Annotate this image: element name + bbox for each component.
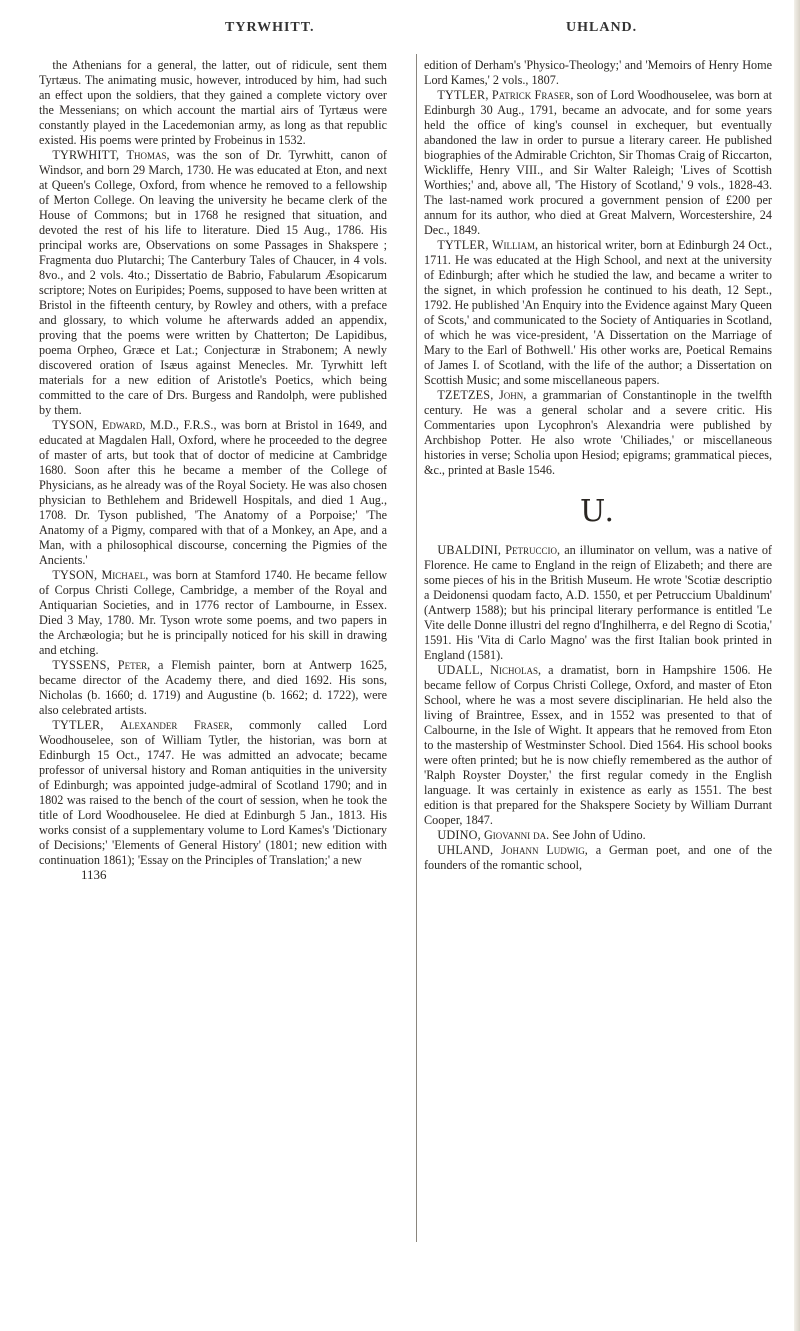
entry-paragraph [39, 148, 387, 418]
section-letter: U. [579, 494, 617, 529]
entry-forename: Edward, [101, 418, 146, 432]
running-head-right: UHLAND. [566, 20, 638, 35]
entry-forename: Nicholas, [490, 663, 541, 677]
entry-headword: UBALDINI, [437, 543, 502, 557]
entry-headword: TYSON, [52, 418, 98, 432]
page-number: 1136 [81, 867, 107, 882]
column-divider [416, 54, 417, 1242]
left-entries [39, 58, 387, 868]
entry-forename: Giovanni da. [483, 828, 550, 842]
entry-paragraph [39, 568, 387, 658]
left-column [39, 58, 387, 882]
entry-text: See John of Udino. [549, 828, 646, 842]
entry-text: a Flemish painter, born at Antwerp 1625, became director of the Academy there, and died 1692. His sons, Nicholas (b. 1660; d. 1719) and Augustine (b. 1662; d. 1722), were also celebrated artists. [39, 658, 388, 717]
entry-text: edition of Derham's 'Physico-Theology;' and 'Memoirs of Henry Home Lord Kames,' 2 vols., 1807. [424, 58, 772, 87]
entry-forename: John, [499, 388, 527, 402]
entry-paragraph [424, 58, 772, 88]
page-edge [794, 0, 800, 1331]
entry-text: an historical writer, born at Edinburgh 24 Oct., 1711. He was educated at the High School, and next at the university of Edinburgh; after which he studied the law, and became a writer to the signet, in which profession he continued to his death, 12 Sept., 1792. He published 'An Enquiry into the Evidence against Mary Queen of Scots,' and communicated to the Society of Antiquaries in Scotland, of which he was vice-president, 'A Dissertation on the Marriage of Mary to the Earl of Bothwell.' His other works are, Poetical Remains of James I. of Scotland, with the life of the author; a Dissertation on Scottish Music; and some miscellaneous papers. [424, 238, 772, 387]
entry-headword: TYTLER, [52, 718, 104, 732]
entry-forename: Thomas, [126, 148, 170, 162]
entry-paragraph [424, 388, 772, 478]
entry-forename: Johann Ludwig, [501, 843, 588, 857]
entry-text: a grammarian of Constantinople in the twelfth century. He was a general scholar and a severe critic. His Commentaries upon Lycophron's Alexandria were published by Archbishop Potter. He also wrote 'Chiliades,' or miscellaneous histories in verse; Scholia upon Hesiod; epigrams; grammatical pieces, &c., printed at Basle 1546. [424, 388, 772, 477]
entry-paragraph [424, 843, 772, 873]
entry-paragraph [424, 238, 772, 388]
entry-paragraph [39, 658, 387, 718]
entry-headword: TYSON, [52, 568, 98, 582]
entry-text: a dramatist, born in Hampshire 1506. He became fellow of Corpus Christi College, Oxford, and master of Eton School, where he was a most severe disciplinarian. He held also the living of Braintree, Essex, and in 1552 was presented to that of Calbourne, in the Isle of Wight. It appears that he removed from Eton to the mastership of Westminster School. Died 1564. His school books were often printed; but he is now chiefly remembered as the author of 'Ralph Royster Doyster,' the first regular comedy in the English language. It was certainly in existence as early as 1551. The best edition is that prepared for the Shakspere Society by William Durrant Cooper, 1847. [424, 663, 772, 827]
entry-forename: Petruccio, [505, 543, 561, 557]
right-entries-t [424, 58, 772, 478]
entry-text: M.D., F.R.S., was born at Bristol in 1649, and educated at Magdalen Hall, Oxford, where he proceeded to the degree of master of arts, but took that of doctor of medicine at Cambridge 1680. Soon after this he became a member of the College of Physicians, as he already was of the Royal Society. He was also chosen physician to Bethlehem and Bridewell Hospitals, and died 1 Aug., 1708. Dr. Tyson published, 'The Anatomy of a Porpoise;' 'The Anatomy of a Pigmy, compared with that of a Monkey, an Ape, and a Man, with a philosophical discourse, concerning the Pigmies of the Ancients.' [39, 418, 388, 567]
entry-text: was the son of Dr. Tyrwhitt, canon of Windsor, and born 29 March, 1730. He was educated at Eton, and next at Queen's College, Oxford, from whence he removed to a fellowship of Merton College. On leaving the university he became clerk of the House of Commons; but in 1768 he resigned that situation, and devoted the rest of his life to literature. Died 15 Aug., 1786. His principal works are, Observations on some Passages in Shakspere ; Fragmenta duo Plutarchi; The Canterbury Tales of Chaucer, in 4 vols. 8vo., and 2 vols. 4to.; Dissertatio de Babrio, Fabularum Æsopicarum scriptore; Notes on Euripides; Poems, supposed to have been written at Bristol in the fifteenth century, by Rowley and others, with a preface and glossary, to which volume he afterwards added an appendix, proving that the poems were written by Chatterton; De Lapidibus, poema Orpheo, Græce et Lat.; Conjecturæ in Strabonem; A newly discovered oration of Isæus against Menecles. Mr. Tyrwhitt left materials for a new edition of Aristotle's Poetics, which being committed to the care of Drs. Burgess and Randolph, were published by them. [39, 148, 387, 417]
entry-headword: TZETZES, [437, 388, 494, 402]
entry-forename: Alexander Fraser, [120, 718, 233, 732]
entry-headword: UDINO, [437, 828, 481, 842]
entry-forename: Michael, [101, 568, 149, 582]
entry-forename: William, [491, 238, 539, 252]
entry-headword: TYSSENS, [52, 658, 110, 672]
entry-headword: TYRWHITT, [52, 148, 120, 162]
entry-headword: TYTLER, [437, 88, 489, 102]
entry-text: was born at Stamford 1740. He became fellow of Corpus Christi College, Cambridge, a member of the Royal and Antiquarian Societies, and in 1776 rector of Lambourne, in Essex. Died 3 May, 1780. Mr. Tyson wrote some poems, and two papers in the Archæologia; but he is principally noticed for his skill in drawing and etching. [39, 568, 387, 657]
right-column [424, 58, 772, 873]
entry-text: a German poet, and one of the founders of the romantic school, [424, 843, 772, 872]
entry-text: the Athenians for a general, the latter, out of ridicule, sent them Tyrtæus. The animating music, however, introduced by him, had such an effect upon the soldiers, that they gained a complete victory over the Messenians; on which account the martial airs of Tyrtæus were constantly played in the Lacedemonian army, as long as that republic existed. His poems were printed by Frobeinus in 1532. [39, 58, 387, 147]
entry-paragraph [39, 58, 387, 148]
right-entries-u [424, 543, 772, 873]
entry-paragraph [424, 663, 772, 828]
entry-headword: UHLAND, [437, 843, 494, 857]
entry-headword: TYTLER, [437, 238, 489, 252]
entry-text: son of Lord Woodhouselee, was born at Edinburgh 30 Aug., 1791, became an advocate, and for some years held the office of king's counsel in exchequer, but eventually abandoned the law in order to pursue a literary career. He published biographies of the Admirable Crichton, Sir Thomas Craig of Riccarton, Wickliffe, Henry VIII., and Sir Walter Raleigh; 'Lives of Scottish Worthies;' and, above all, 'The History of Scotland,' 9 vols., 1828-43. The last-named work procured a government pension of £200 per annum for its author, who died at Great Malvern, Worcestershire, 24 Dec., 1849. [424, 88, 772, 237]
entry-paragraph [424, 88, 772, 238]
entry-headword: UDALL, [437, 663, 483, 677]
entry-text: an illuminator on vellum, was a native of Florence. He came to England in the reign of Elizabeth; and there are some pieces of his in the British Museum. He wrote 'Scotiæ descriptio a Deidonensi quodam facto, A.D. 1550, et per Petruccium Ubaldinum' (Antwerp 1588); but his principal literary performance is entitled 'Le Vite delle Donne illustri del regno d'Inghilherra, e del Regno di Scotia,' 1591. His 'Vita di Carlo Magno' was the first Italian book printed in England (1581). [424, 543, 772, 662]
entry-paragraph [424, 828, 772, 843]
entry-paragraph [424, 543, 772, 663]
entry-paragraph [39, 718, 387, 868]
entry-text: commonly called Lord Woodhouselee, son of William Tytler, the historian, was born at Edinburgh 15 Oct., 1747. He was admitted an advocate; became professor of universal history and Roman antiquities in the university of Edinburgh; was appointed judge-admiral of Scotland 1790; and in 1802 was raised to the bench of the court of session, when he took the title of Lord Woodhouselee. He died at Edinburgh 5 Jan., 1813. His works consist of a supplementary volume to Lord Kames's 'Dictionary of Decisions;' 'Elements of General History' (1801; new edition with continuation 1861); 'Essay on the Principles of Translation;' a new [39, 718, 387, 867]
entry-paragraph [39, 418, 387, 568]
entry-forename: Peter, [117, 658, 151, 672]
entry-forename: Patrick Fraser, [491, 88, 574, 102]
running-head-left: TYRWHITT. [225, 20, 315, 35]
